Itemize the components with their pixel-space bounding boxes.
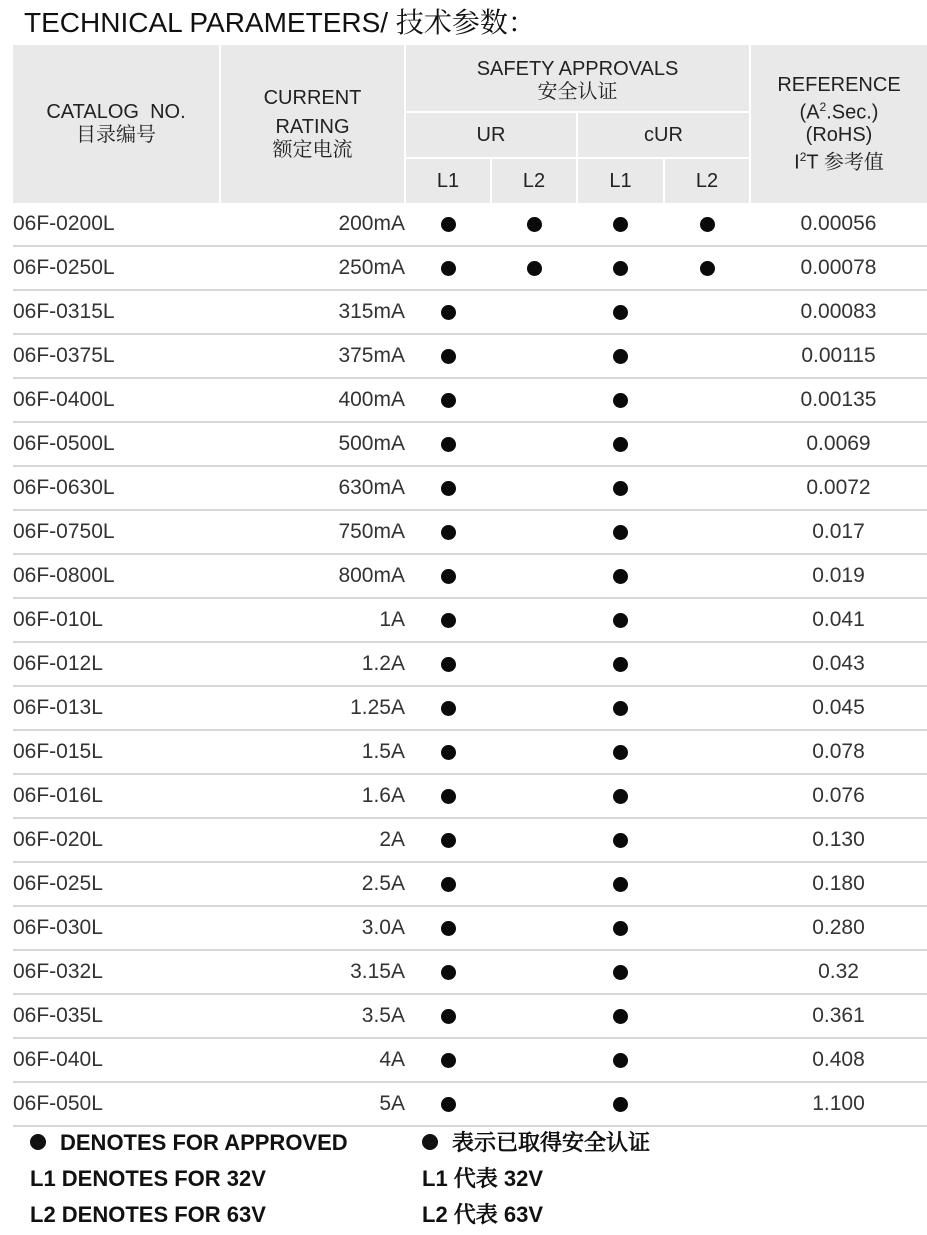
approved-dot-icon — [441, 921, 456, 936]
approval-ur-l2-cell — [491, 598, 577, 642]
approved-dot-icon — [441, 261, 456, 276]
approval-cur-l1-cell — [577, 378, 664, 422]
current-rating-cell: 3.5A — [220, 994, 405, 1038]
catalog-no-cell: 06F-016L — [13, 774, 220, 818]
approval-ur-l2-cell — [491, 862, 577, 906]
header-cur-l2: L2 — [664, 158, 750, 203]
current-rating-cell: 315mA — [220, 290, 405, 334]
approved-dot-icon — [30, 1134, 46, 1150]
header-reference — [750, 45, 927, 203]
approval-cur-l1-cell — [577, 334, 664, 378]
approval-ur-l2-cell — [491, 334, 577, 378]
table-row — [13, 774, 927, 818]
approval-cur-l1-cell — [577, 818, 664, 862]
page-title: TECHNICAL PARAMETERS/ 技术参数： — [24, 7, 536, 38]
approved-dot-icon — [613, 1097, 628, 1112]
table-row — [13, 730, 927, 774]
current-rating-cell: 250mA — [220, 246, 405, 290]
approval-ur-l1-cell — [405, 203, 491, 246]
approved-dot-icon — [441, 305, 456, 320]
i2t-reference-cell: 0.019 — [750, 554, 927, 598]
approval-ur-l1-cell — [405, 246, 491, 290]
catalog-no-cell: 06F-0500L — [13, 422, 220, 466]
approval-cur-l1-cell — [577, 774, 664, 818]
approval-ur-l2-cell — [491, 378, 577, 422]
approval-ur-l2-cell — [491, 203, 577, 246]
approval-ur-l2-cell — [491, 730, 577, 774]
note-approved-cn: 表示已取得安全认证 — [452, 1130, 651, 1155]
table-body — [13, 203, 927, 1126]
approval-cur-l2-cell — [664, 642, 750, 686]
approval-cur-l1-cell — [577, 466, 664, 510]
i2t-reference-cell: 0.408 — [750, 1038, 927, 1082]
catalog-no-cell: 06F-020L — [13, 818, 220, 862]
current-rating-cell: 400mA — [220, 378, 405, 422]
approval-ur-l1-cell — [405, 906, 491, 950]
note-row-l2 — [30, 1197, 910, 1233]
approved-dot-icon — [441, 965, 456, 980]
header-cur-l1: L1 — [577, 158, 664, 203]
approved-dot-icon — [441, 1053, 456, 1068]
approved-dot-icon — [613, 1009, 628, 1024]
current-rating-cell: 3.15A — [220, 950, 405, 994]
approval-cur-l1-cell — [577, 642, 664, 686]
table-row — [13, 203, 927, 246]
approval-ur-l1-cell — [405, 290, 491, 334]
header-ref-i: I — [794, 151, 800, 174]
i2t-reference-cell: 1.100 — [750, 1082, 927, 1126]
header-catalog-cn: 目录编号 — [76, 124, 156, 146]
approved-dot-icon — [441, 217, 456, 232]
current-rating-cell: 2A — [220, 818, 405, 862]
catalog-no-cell: 06F-013L — [13, 686, 220, 730]
approval-ur-l1-cell — [405, 510, 491, 554]
current-rating-cell: 200mA — [220, 203, 405, 246]
approved-dot-icon — [613, 481, 628, 496]
header-cur: cUR — [577, 112, 750, 158]
approval-cur-l1-cell — [577, 510, 664, 554]
catalog-no-cell: 06F-0200L — [13, 203, 220, 246]
approval-cur-l2-cell — [664, 906, 750, 950]
header-ref-unit-a: (A — [799, 102, 820, 124]
approval-cur-l2-cell — [664, 378, 750, 422]
approval-ur-l2-cell — [491, 290, 577, 334]
header-current-rating — [220, 45, 405, 203]
approval-cur-l1-cell — [577, 906, 664, 950]
table-row — [13, 1038, 927, 1082]
approval-ur-l1-cell — [405, 774, 491, 818]
approval-cur-l2-cell — [664, 818, 750, 862]
header-catalog-no — [13, 45, 220, 203]
approval-cur-l2-cell — [664, 730, 750, 774]
table-row — [13, 554, 927, 598]
header-ref-rohs: (RoHS) — [805, 124, 873, 146]
approval-cur-l2-cell — [664, 422, 750, 466]
table-row — [13, 1082, 927, 1126]
approved-dot-icon — [527, 217, 542, 232]
approved-dot-icon — [613, 261, 628, 276]
approved-dot-icon — [613, 613, 628, 628]
note-l1-cn: L1 代表 32V — [422, 1166, 544, 1191]
approved-dot-icon — [441, 1097, 456, 1112]
catalog-no-cell: 06F-010L — [13, 598, 220, 642]
catalog-no-cell: 06F-0315L — [13, 290, 220, 334]
approved-dot-icon — [613, 217, 628, 232]
catalog-no-cell: 06F-025L — [13, 862, 220, 906]
approval-cur-l2-cell — [664, 246, 750, 290]
approval-cur-l1-cell — [577, 730, 664, 774]
approval-cur-l2-cell — [664, 686, 750, 730]
approval-ur-l2-cell — [491, 246, 577, 290]
approved-dot-icon — [441, 701, 456, 716]
note-l2-cn: L2 代表 63V — [422, 1202, 544, 1227]
technical-parameters-table — [13, 45, 927, 1127]
approval-cur-l2-cell — [664, 466, 750, 510]
table-row — [13, 466, 927, 510]
table-row — [13, 950, 927, 994]
current-rating-cell: 1.25A — [220, 686, 405, 730]
approved-dot-icon — [441, 393, 456, 408]
approved-dot-icon — [441, 349, 456, 364]
i2t-reference-cell: 0.0069 — [750, 422, 927, 466]
approval-cur-l1-cell — [577, 598, 664, 642]
approval-cur-l2-cell — [664, 290, 750, 334]
catalog-no-cell: 06F-030L — [13, 906, 220, 950]
header-ref-i-sup: 2 — [799, 150, 807, 164]
approved-dot-icon — [613, 877, 628, 892]
table-row — [13, 818, 927, 862]
approved-dot-icon — [422, 1134, 438, 1150]
approval-ur-l1-cell — [405, 1038, 491, 1082]
header-ref-unit-b: .Sec.) — [826, 102, 879, 124]
current-rating-cell: 375mA — [220, 334, 405, 378]
approval-cur-l1-cell — [577, 290, 664, 334]
approved-dot-icon — [613, 569, 628, 584]
note-row-l1 — [30, 1161, 910, 1197]
table-row — [13, 906, 927, 950]
approval-ur-l2-cell — [491, 510, 577, 554]
approved-dot-icon — [613, 833, 628, 848]
note-l1-en: L1 DENOTES FOR 32V — [30, 1166, 266, 1191]
header-ref-unit — [751, 96, 927, 124]
approved-dot-icon — [441, 789, 456, 804]
header-ur-l2: L2 — [491, 158, 577, 203]
approval-ur-l1-cell — [405, 598, 491, 642]
approval-cur-l1-cell — [577, 686, 664, 730]
approval-ur-l2-cell — [491, 422, 577, 466]
approval-cur-l2-cell — [664, 950, 750, 994]
approved-dot-icon — [613, 745, 628, 760]
approval-cur-l2-cell — [664, 1082, 750, 1126]
table-row — [13, 422, 927, 466]
table-row — [13, 598, 927, 642]
approved-dot-icon — [613, 965, 628, 980]
approved-dot-icon — [441, 833, 456, 848]
approval-cur-l1-cell — [577, 554, 664, 598]
i2t-reference-cell: 0.076 — [750, 774, 927, 818]
header-current-en-2: RATING — [275, 115, 350, 138]
current-rating-cell: 1.6A — [220, 774, 405, 818]
approval-ur-l1-cell — [405, 950, 491, 994]
approved-dot-icon — [613, 349, 628, 364]
current-rating-cell: 3.0A — [220, 906, 405, 950]
i2t-reference-cell: 0.361 — [750, 994, 927, 1038]
header-current-en-1: CURRENT — [263, 86, 362, 109]
table-row — [13, 378, 927, 422]
current-rating-cell: 1.5A — [220, 730, 405, 774]
approved-dot-icon — [527, 261, 542, 276]
approval-ur-l2-cell — [491, 994, 577, 1038]
approval-cur-l1-cell — [577, 246, 664, 290]
header-ref-unit-sup: 2 — [819, 100, 827, 115]
catalog-no-cell: 06F-0800L — [13, 554, 220, 598]
table-row — [13, 862, 927, 906]
table-row — [13, 510, 927, 554]
approval-ur-l1-cell — [405, 730, 491, 774]
i2t-reference-cell: 0.043 — [750, 642, 927, 686]
current-rating-cell: 5A — [220, 1082, 405, 1126]
approved-dot-icon — [613, 701, 628, 716]
approved-dot-icon — [613, 921, 628, 936]
current-rating-cell: 1.2A — [220, 642, 405, 686]
current-rating-cell: 500mA — [220, 422, 405, 466]
current-rating-cell: 4A — [220, 1038, 405, 1082]
approval-ur-l2-cell — [491, 554, 577, 598]
approval-ur-l2-cell — [491, 1082, 577, 1126]
current-rating-cell: 2.5A — [220, 862, 405, 906]
approved-dot-icon — [613, 657, 628, 672]
i2t-reference-cell: 0.078 — [750, 730, 927, 774]
header-safety-en: SAFETY APPROVALS — [476, 58, 679, 80]
header-current-cn: 额定电流 — [272, 138, 353, 161]
approved-dot-icon — [441, 569, 456, 584]
table-row — [13, 642, 927, 686]
note-row-approved — [30, 1125, 910, 1161]
approval-cur-l2-cell — [664, 554, 750, 598]
current-rating-cell: 630mA — [220, 466, 405, 510]
table-row — [13, 334, 927, 378]
approved-dot-icon — [441, 1009, 456, 1024]
i2t-reference-cell: 0.041 — [750, 598, 927, 642]
header-catalog-en: CATALOG NO. — [46, 101, 186, 123]
approval-cur-l1-cell — [577, 994, 664, 1038]
catalog-no-cell: 06F-040L — [13, 1038, 220, 1082]
approval-ur-l1-cell — [405, 862, 491, 906]
approval-ur-l1-cell — [405, 994, 491, 1038]
i2t-reference-cell: 0.00135 — [750, 378, 927, 422]
approval-ur-l2-cell — [491, 950, 577, 994]
approval-cur-l1-cell — [577, 1082, 664, 1126]
approved-dot-icon — [441, 877, 456, 892]
header-ur-l1: L1 — [405, 158, 491, 203]
current-rating-cell: 1A — [220, 598, 405, 642]
approval-ur-l1-cell — [405, 686, 491, 730]
header-ref-en: REFERENCE — [777, 74, 901, 97]
table-row — [13, 994, 927, 1038]
header-safety-approvals — [405, 45, 750, 112]
catalog-no-cell: 06F-0750L — [13, 510, 220, 554]
i2t-reference-cell: 0.180 — [750, 862, 927, 906]
approved-dot-icon — [613, 789, 628, 804]
catalog-no-cell: 06F-0400L — [13, 378, 220, 422]
approved-dot-icon — [441, 437, 456, 452]
i2t-reference-cell: 0.017 — [750, 510, 927, 554]
table-row — [13, 686, 927, 730]
approval-ur-l1-cell — [405, 1082, 491, 1126]
approved-dot-icon — [441, 745, 456, 760]
approval-ur-l2-cell — [491, 466, 577, 510]
approved-dot-icon — [613, 437, 628, 452]
catalog-no-cell: 06F-035L — [13, 994, 220, 1038]
approved-dot-icon — [441, 657, 456, 672]
approval-ur-l1-cell — [405, 422, 491, 466]
header-ur: UR — [405, 112, 577, 158]
legend-notes — [30, 1125, 910, 1233]
approved-dot-icon — [613, 393, 628, 408]
catalog-no-cell: 06F-050L — [13, 1082, 220, 1126]
approved-dot-icon — [613, 525, 628, 540]
i2t-reference-cell: 0.00115 — [750, 334, 927, 378]
approval-ur-l2-cell — [491, 642, 577, 686]
approval-cur-l2-cell — [664, 994, 750, 1038]
i2t-reference-cell: 0.00056 — [750, 203, 927, 246]
table-row — [13, 246, 927, 290]
approval-ur-l2-cell — [491, 1038, 577, 1082]
approval-cur-l2-cell — [664, 510, 750, 554]
current-rating-cell: 750mA — [220, 510, 405, 554]
approval-cur-l2-cell — [664, 334, 750, 378]
approved-dot-icon — [441, 613, 456, 628]
approved-dot-icon — [700, 217, 715, 232]
approval-cur-l1-cell — [577, 950, 664, 994]
i2t-reference-cell: 0.0072 — [750, 466, 927, 510]
approval-ur-l1-cell — [405, 554, 491, 598]
catalog-no-cell: 06F-012L — [13, 642, 220, 686]
catalog-no-cell: 06F-0630L — [13, 466, 220, 510]
approval-cur-l1-cell — [577, 862, 664, 906]
approved-dot-icon — [441, 481, 456, 496]
approval-cur-l2-cell — [664, 203, 750, 246]
approval-ur-l2-cell — [491, 818, 577, 862]
approved-dot-icon — [700, 261, 715, 276]
approval-cur-l1-cell — [577, 203, 664, 246]
approved-dot-icon — [613, 305, 628, 320]
catalog-no-cell: 06F-0250L — [13, 246, 220, 290]
approval-cur-l2-cell — [664, 862, 750, 906]
approval-cur-l2-cell — [664, 1038, 750, 1082]
i2t-reference-cell: 0.32 — [750, 950, 927, 994]
approved-dot-icon — [441, 525, 456, 540]
i2t-reference-cell: 0.280 — [750, 906, 927, 950]
approved-dot-icon — [613, 1053, 628, 1068]
current-rating-cell: 800mA — [220, 554, 405, 598]
approval-ur-l2-cell — [491, 774, 577, 818]
approval-ur-l1-cell — [405, 642, 491, 686]
table-row — [13, 290, 927, 334]
header-ref-cn: T 参考值 — [806, 151, 884, 174]
approval-ur-l2-cell — [491, 906, 577, 950]
approval-ur-l1-cell — [405, 818, 491, 862]
header-ref-i2t — [751, 146, 927, 174]
note-approved-en: DENOTES FOR APPROVED — [60, 1130, 348, 1155]
approval-ur-l1-cell — [405, 334, 491, 378]
approval-ur-l2-cell — [491, 686, 577, 730]
catalog-no-cell: 06F-0375L — [13, 334, 220, 378]
note-l2-en: L2 DENOTES FOR 63V — [30, 1202, 266, 1227]
approval-cur-l2-cell — [664, 598, 750, 642]
approval-cur-l1-cell — [577, 1038, 664, 1082]
header-safety-cn: 安全认证 — [537, 81, 618, 103]
approval-ur-l1-cell — [405, 378, 491, 422]
i2t-reference-cell: 0.00083 — [750, 290, 927, 334]
i2t-reference-cell: 0.130 — [750, 818, 927, 862]
i2t-reference-cell: 0.045 — [750, 686, 927, 730]
approval-cur-l1-cell — [577, 422, 664, 466]
approval-cur-l2-cell — [664, 774, 750, 818]
catalog-no-cell: 06F-032L — [13, 950, 220, 994]
approval-ur-l1-cell — [405, 466, 491, 510]
catalog-no-cell: 06F-015L — [13, 730, 220, 774]
i2t-reference-cell: 0.00078 — [750, 246, 927, 290]
